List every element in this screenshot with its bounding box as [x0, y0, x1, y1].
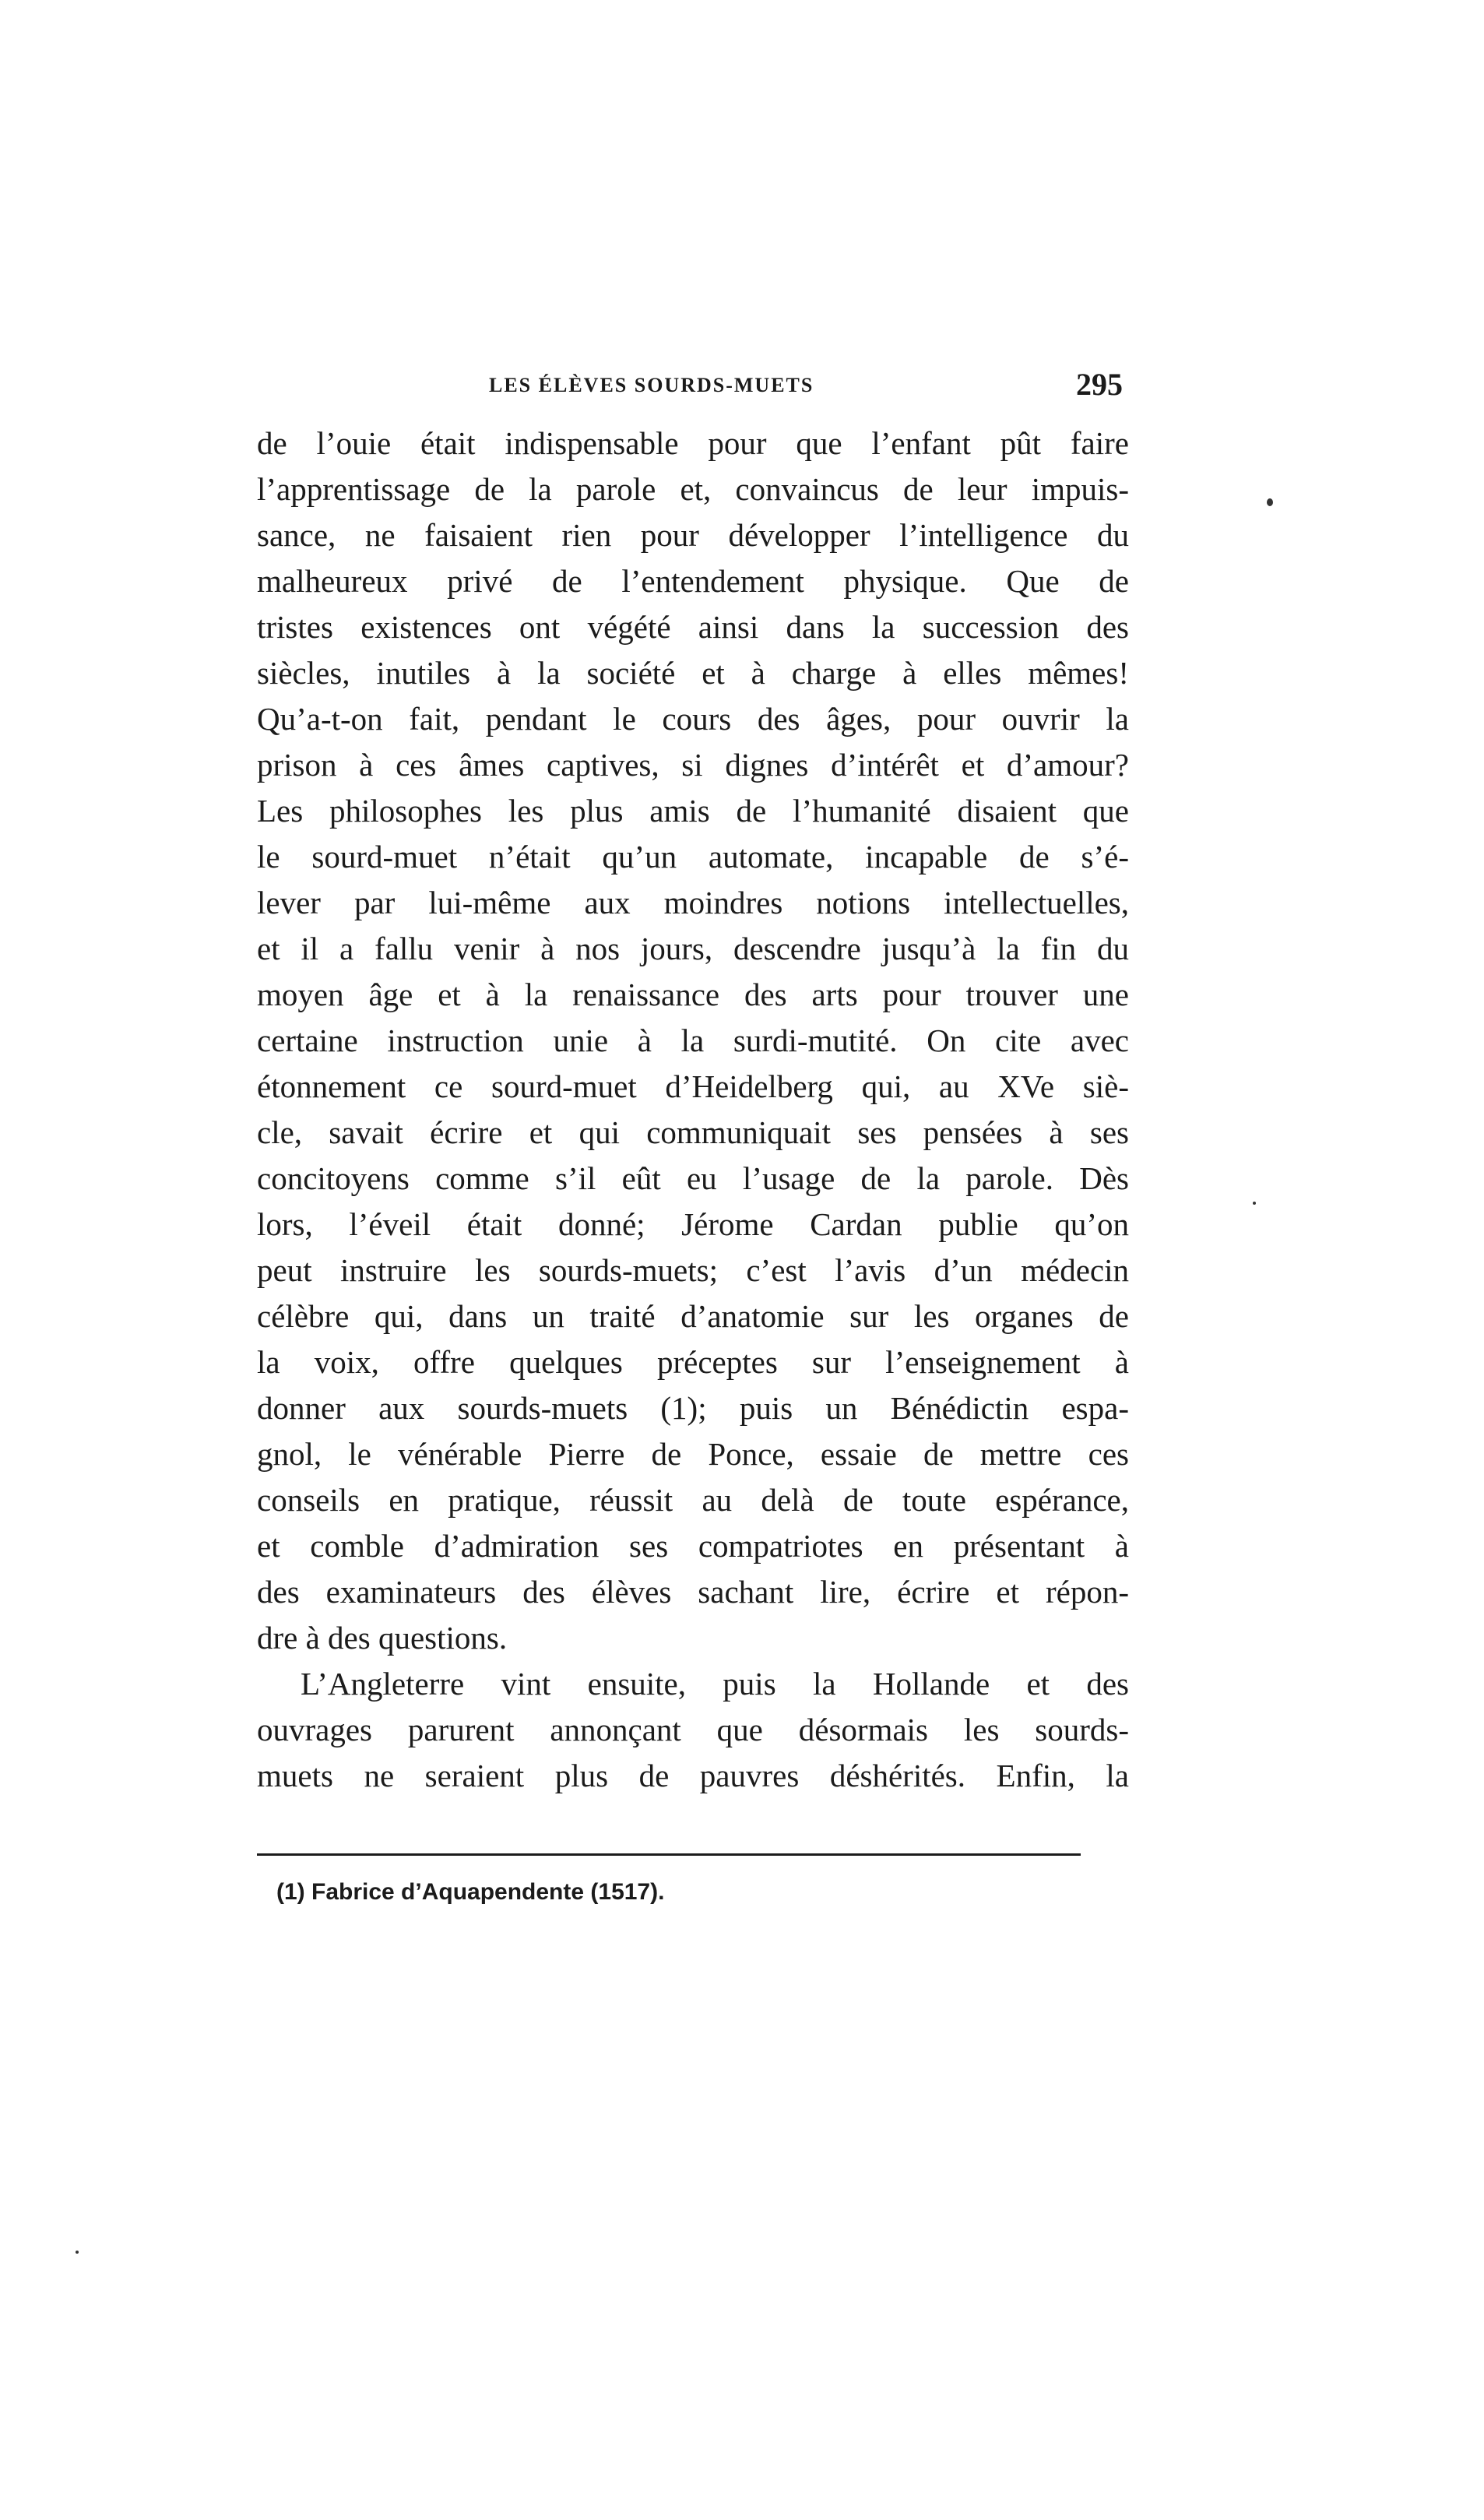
text-line: la voix, offre quelques préceptes sur l’enseignement à	[257, 1344, 1129, 1380]
running-title: LES ÉLÈVES SOURDS-MUETS	[489, 374, 814, 396]
text-line: des examinateurs des élèves sachant lire, écrire et répon-	[257, 1574, 1129, 1610]
text-line: Qu’a-t-on fait, pendant le cours des âges, pour ouvrir la	[257, 701, 1129, 737]
text-line: et comble d’admiration ses compatriotes en présentant à	[257, 1528, 1129, 1564]
text-line: certaine instruction unie à la surdi-mutité. On cite avec	[257, 1022, 1129, 1058]
text-line: muets ne seraient plus de pauvres déshérités. Enfin, la	[257, 1758, 1129, 1793]
paper-speck	[1253, 1202, 1256, 1205]
text-line: lors, l’éveil était donné; Jérome Cardan publie qu’on	[257, 1206, 1129, 1242]
text-line: conseils en pratique, réussit au delà de toute espérance,	[257, 1482, 1129, 1518]
text-line: Les philosophes les plus amis de l’humanité disaient que	[257, 793, 1129, 829]
text-line: L’Angleterre vint ensuite, puis la Hollande et des	[301, 1666, 1129, 1702]
text-line: et il a fallu venir à nos jours, descendre jusqu’à la fin du	[257, 931, 1129, 966]
text-line: lever par lui-même aux moindres notions intellectuelles,	[257, 885, 1129, 920]
footnote-divider	[257, 1853, 1081, 1856]
paper-speck	[76, 2251, 79, 2254]
text-line: donner aux sourds-muets (1); puis un Bénédictin espa-	[257, 1390, 1129, 1426]
text-line: prison à ces âmes captives, si dignes d’intérêt et d’amour?	[257, 747, 1129, 783]
text-line: sance, ne faisaient rien pour développer l’intelligence du	[257, 517, 1129, 553]
text-line: malheureux privé de l’entendement physique. Que de	[257, 563, 1129, 599]
text-line: étonnement ce sourd-muet d’Heidelberg qui, au XVe siè-	[257, 1068, 1129, 1104]
body-text	[257, 421, 1129, 1799]
text-line: gnol, le vénérable Pierre de Ponce, essaie de mettre ces	[257, 1436, 1129, 1472]
text-line: moyen âge et à la renaissance des arts pour trouver une	[257, 977, 1129, 1012]
text-line: siècles, inutiles à la société et à charge à elles mêmes!	[257, 655, 1129, 691]
text-line: peut instruire les sourds-muets; c’est l’avis d’un médecin	[257, 1252, 1129, 1288]
text-line: concitoyens comme s’il eût eu l’usage de la parole. Dès	[257, 1160, 1129, 1196]
text-line: l’apprentissage de la parole et, convaincus de leur impuis-	[257, 471, 1129, 507]
text-line: célèbre qui, dans un traité d’anatomie sur les organes de	[257, 1298, 1129, 1334]
page-number: 295	[1076, 367, 1123, 402]
text-line: de l’ouie était indispensable pour que l’enfant pût faire	[257, 425, 1129, 461]
paper-speck	[1267, 498, 1273, 506]
footnote: (1) Fabrice d’Aquapendente (1517).	[276, 1879, 665, 1905]
page-header	[255, 366, 1129, 413]
text-line: le sourd-muet n’était qu’un automate, incapable de s’é-	[257, 839, 1129, 875]
text-line: cle, savait écrire et qui communiquait ses pensées à ses	[257, 1114, 1129, 1150]
text-line: ouvrages parurent annonçant que désormais les sourds-	[257, 1712, 1129, 1747]
text-line: tristes existences ont végété ainsi dans la succession des	[257, 609, 1129, 645]
text-line: dre à des questions.	[257, 1620, 508, 1656]
